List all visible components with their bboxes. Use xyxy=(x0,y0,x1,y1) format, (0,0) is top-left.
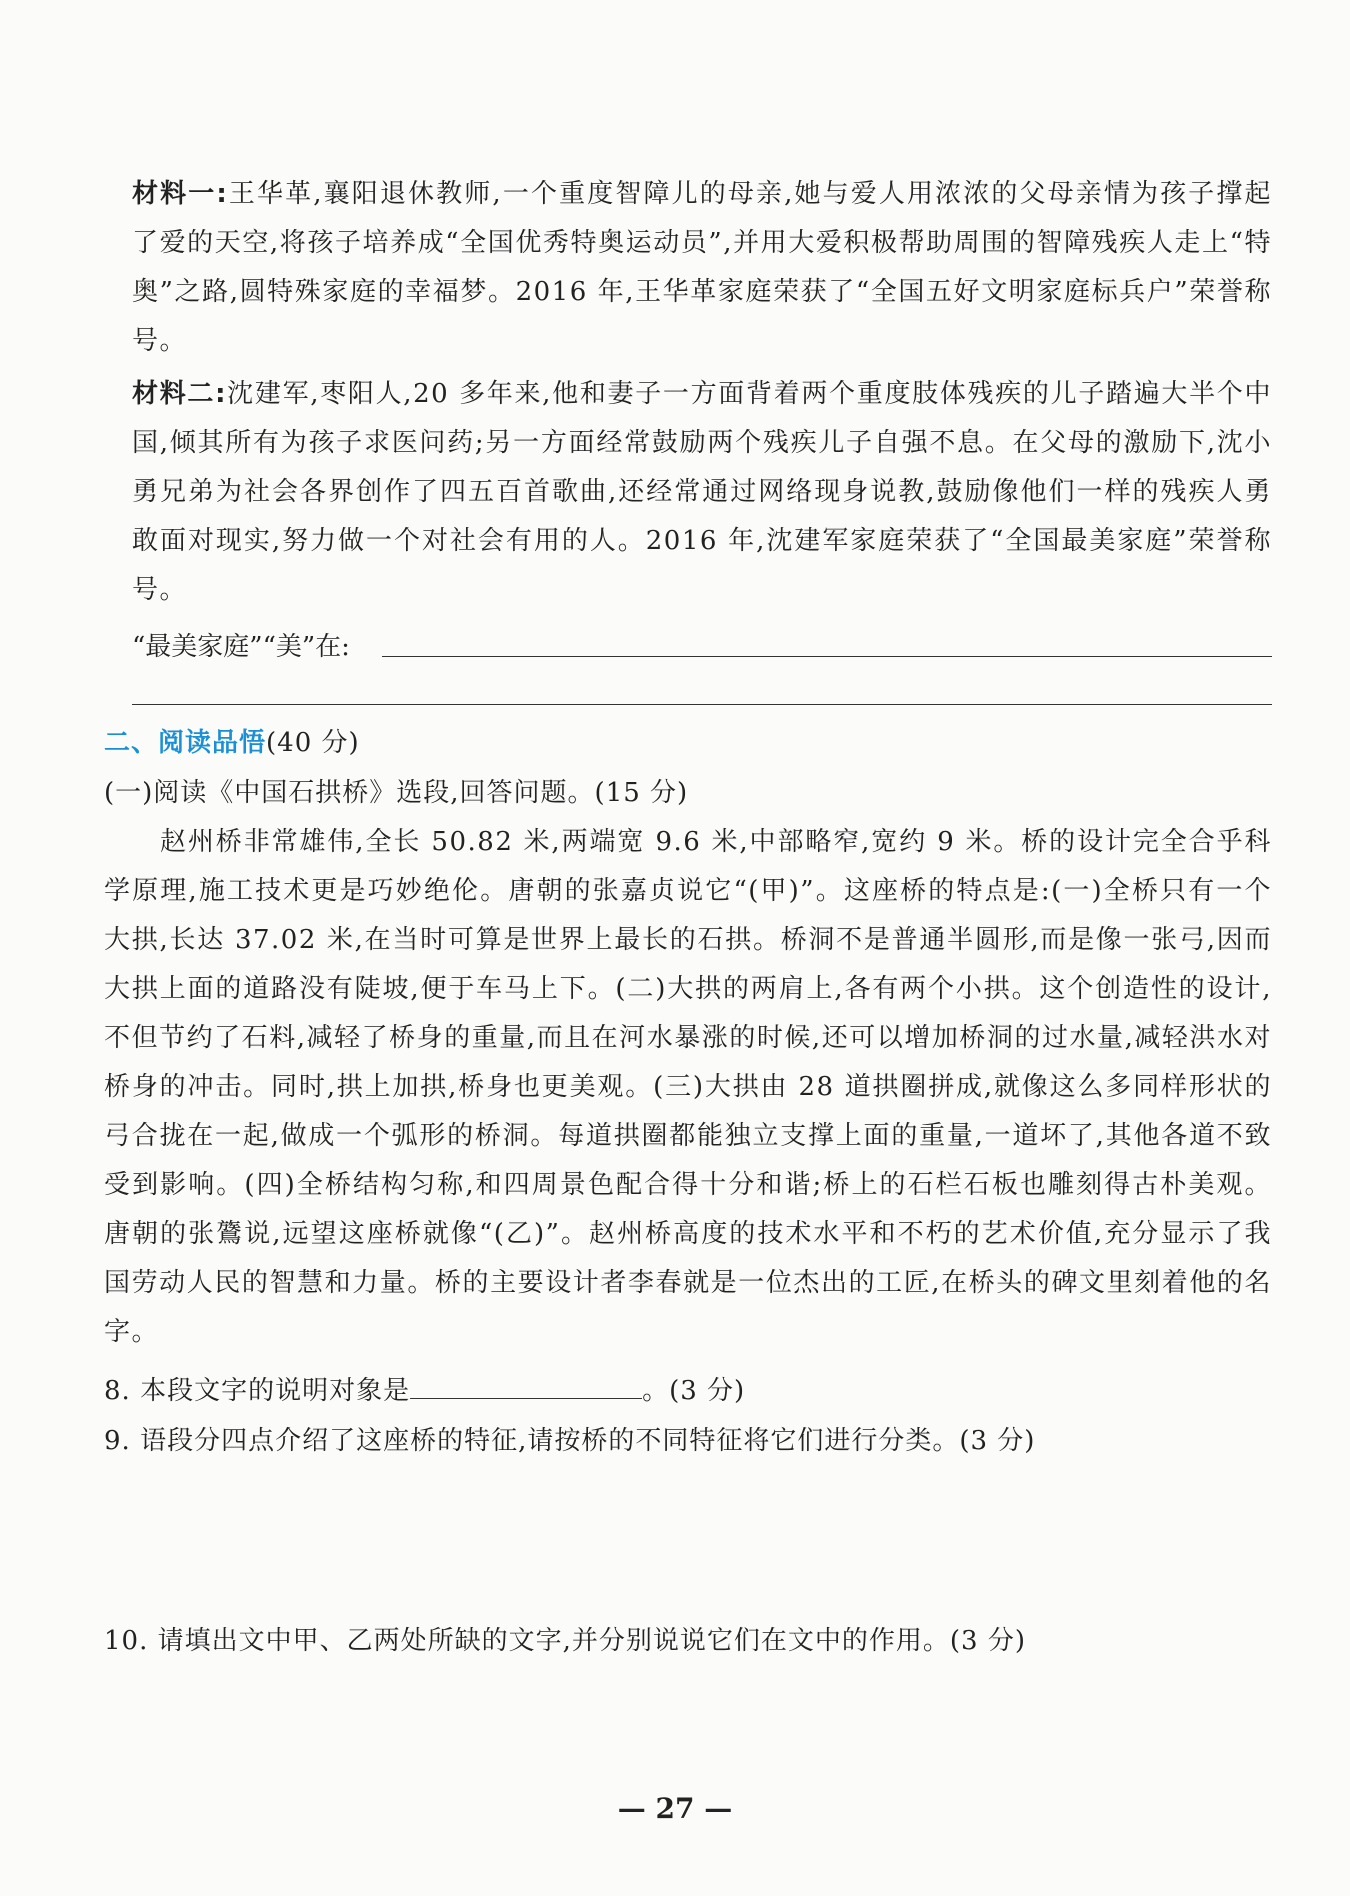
subsection-one-title: (一)阅读《中国石拱桥》选段,回答问题。(15 分) xyxy=(104,778,689,808)
page-number: — 27 — xyxy=(617,1792,733,1825)
reading-passage xyxy=(104,818,1272,1357)
answer-line-1[interactable] xyxy=(382,656,1272,657)
section-two-title xyxy=(104,722,360,759)
material-two xyxy=(132,370,1272,615)
question-8-prefix: 8. 本段文字的说明对象是 xyxy=(104,1376,411,1406)
material-one-text: 王华革,襄阳退休教师,一个重度智障儿的母亲,她与爱人用浓浓的父母亲情为孩子撑起了爱的天空,将孩子培养成“全国优秀特奥运动员”,并用大爱积极帮助周围的智障残疾人走上“特奥”之路,圆特殊家庭的幸福梦。2016 年,王华革家庭荣获了“全国五好文明家庭标兵户”荣誉称号。 xyxy=(132,179,1272,356)
material-two-label: 材料二: xyxy=(132,379,227,409)
answer-row[interactable] xyxy=(132,618,1272,668)
material-one-label: 材料一: xyxy=(132,179,229,209)
answer-line-2[interactable] xyxy=(132,704,1272,705)
question-9: 9. 语段分四点介绍了这座桥的特征,请按桥的不同特征将它们进行分类。(3 分) xyxy=(104,1426,1036,1456)
material-one xyxy=(132,170,1272,366)
section-two-score: (40 分) xyxy=(266,728,360,758)
question-8-suffix: 。(3 分) xyxy=(642,1376,746,1406)
section-two-heading: 二、阅读品悟 xyxy=(104,728,267,758)
passage-text: 赵州桥非常雄伟,全长 50.82 米,两端宽 9.6 米,中部略窄,宽约 9 米。桥的设计完全合乎科学原理,施工技术更是巧妙绝伦。唐朝的张嘉贞说它“(甲)”。这座桥的特点是:(一)全桥只有一个大拱,长达 37.02 米,在当时可算是世界上最长的石拱。桥洞不是普通半圆形,而是像一张弓,因而大拱上面的道路没有陡坡,便于车马上下。(二)大拱的两肩上,各有两个小拱。这个创造性的设计,不但节约了石料,减轻了桥身的重量,而且在河水暴涨的时候,还可以增加桥洞的过水量,减轻洪水对桥身的冲击。同时,拱上加拱,桥身也更美观。(三)大拱由 28 道拱圈拼成,就像这么多同样形状的弓合拢在一起,做成一个弧形的桥洞。每道拱圈都能独立支撑上面的重量,一道坏了,其他各道不致受到影响。(四)全桥结构匀称,和四周景色配合得十分和谐;桥上的石栏石板也雕刻得古朴美观。唐朝的张鷟说,远望这座桥就像“(乙)”。赵州桥高度的技术水平和不朽的艺术价值,充分显示了我国劳动人民的智慧和力量。桥的主要设计者李春就是一位杰出的工匠,在桥头的碑文里刻着他的名字。 xyxy=(104,827,1272,1347)
question-8 xyxy=(104,1370,745,1407)
question-8-blank[interactable] xyxy=(410,1376,642,1399)
material-two-text: 沈建军,枣阳人,20 多年来,他和妻子一方面背着两个重度肢体残疾的儿子踏遍大半个中国,倾其所有为孩子求医问药;另一方面经常鼓励两个残疾儿子自强不息。在父母的激励下,沈小勇兄弟为社会各界创作了四五百首歌曲,还经常通过网络现身说教,鼓励像他们一样的残疾人勇敢面对现实,努力做一个对社会有用的人。2016 年,沈建军家庭荣获了“全国最美家庭”荣誉称号。 xyxy=(132,379,1272,605)
answer-prompt: “最美家庭”“美”在: xyxy=(132,632,350,662)
question-10: 10. 请填出文中甲、乙两处所缺的文字,并分别说说它们在文中的作用。(3 分) xyxy=(104,1626,1026,1656)
